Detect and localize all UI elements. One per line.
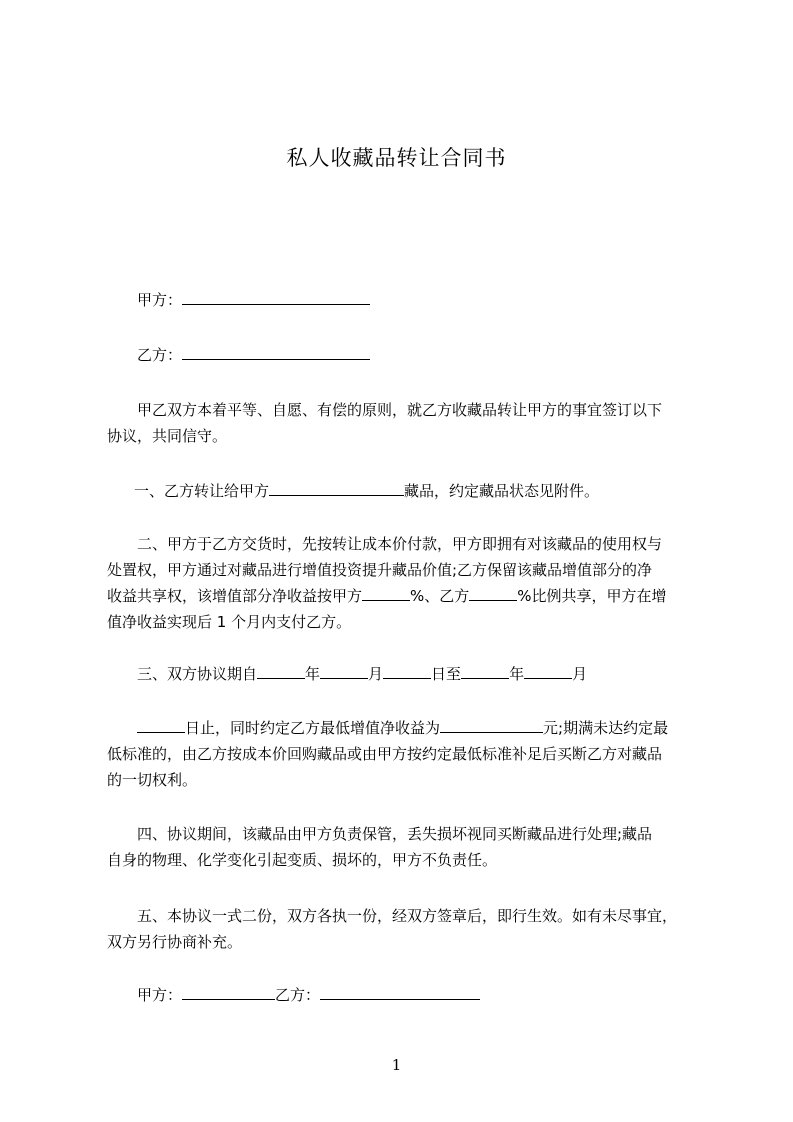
month-label-2: 月 (572, 665, 588, 683)
clause-2-line-1: 二、甲方于乙方交货时，先按转让成本价付款，甲方即拥有对该藏品的使用权与 (137, 535, 663, 553)
clause-2-text-a: 收益共享权，该增值部分净收益按甲方 (107, 587, 363, 605)
clause-4-line-2: 自身的物理、化学变化引起变质、损坏的，甲方不负责任。 (107, 851, 498, 869)
party-b-label: 乙方： (137, 346, 183, 364)
year-label: 年 (305, 665, 321, 683)
clause-3-prefix: 三、双方协议期自 (137, 665, 258, 683)
clause-1-item-blank[interactable] (269, 481, 404, 496)
month-label: 月 (368, 665, 384, 683)
clause-2-text-b: %、乙方 (410, 587, 470, 605)
intro-line-2: 协议，共同信守。 (107, 427, 228, 445)
clause-5-line-1: 五、本协议一式二份，双方各执一份，经双方签章后，即行生效。如有未尽事宜， (137, 907, 678, 925)
party-a-percent-blank[interactable] (362, 586, 410, 601)
clause-2-line-2: 处置权，甲方通过对藏品进行增值投资提升藏品价值;乙方保留该藏品增值部分的净 (107, 561, 653, 579)
day-to-label: 日至 (431, 665, 462, 683)
clause-3-line-3: 低标准的，由乙方按成本价回购藏品或由甲方按约定最低标准补足后买断乙方对藏品 (107, 745, 663, 763)
clause-3-line-1 (137, 664, 587, 684)
sign-a-blank[interactable] (182, 985, 275, 1000)
start-year-blank[interactable] (257, 664, 305, 679)
party-b-percent-blank[interactable] (469, 586, 517, 601)
sign-b-blank[interactable] (320, 985, 480, 1000)
end-day-blank[interactable] (137, 718, 185, 733)
party-b-line (137, 345, 370, 365)
clause-5-line-2: 双方另行协商补充。 (107, 933, 243, 951)
year-label-2: 年 (509, 665, 525, 683)
min-profit-blank[interactable] (440, 718, 543, 733)
start-month-blank[interactable] (320, 664, 368, 679)
clause-3-text-b: 元;期满未达约定最 (543, 719, 669, 737)
sign-b-label: 乙方： (275, 986, 321, 1004)
party-a-blank[interactable] (182, 290, 370, 305)
signature-line (137, 985, 480, 1005)
clause-1-text-a: 一、乙方转让给甲方 (134, 482, 270, 500)
end-month-blank[interactable] (524, 664, 572, 679)
clause-4-line-1: 四、协议期间，该藏品由甲方负责保管，丢失损坏视同买断藏品进行处理;藏品 (137, 825, 653, 843)
party-a-label: 甲方： (137, 291, 183, 309)
clause-2-line-3 (107, 586, 667, 606)
clause-3-text-a: 日止，同时约定乙方最低增值净收益为 (185, 719, 441, 737)
page-number: 1 (391, 1056, 402, 1074)
clause-2-text-c: %比例共享，甲方在增 (517, 587, 667, 605)
clause-3-line-4: 的一切权利。 (107, 771, 198, 789)
clause-2-line-4: 值净收益实现后 1 个月内支付乙方。 (107, 613, 352, 631)
start-day-blank[interactable] (383, 664, 431, 679)
clause-3-line-2 (137, 718, 668, 738)
intro-line-1: 甲乙双方本着平等、自愿、有偿的原则，就乙方收藏品转让甲方的事宜签订以下 (137, 401, 663, 419)
clause-1 (134, 481, 599, 501)
end-year-blank[interactable] (461, 664, 509, 679)
party-b-blank[interactable] (182, 345, 370, 360)
party-a-line (137, 290, 370, 310)
clause-1-text-b: 藏品，约定藏品状态见附件。 (404, 482, 600, 500)
sign-a-label: 甲方： (137, 986, 183, 1004)
document-title: 私人收藏品转让合同书 (286, 146, 507, 170)
